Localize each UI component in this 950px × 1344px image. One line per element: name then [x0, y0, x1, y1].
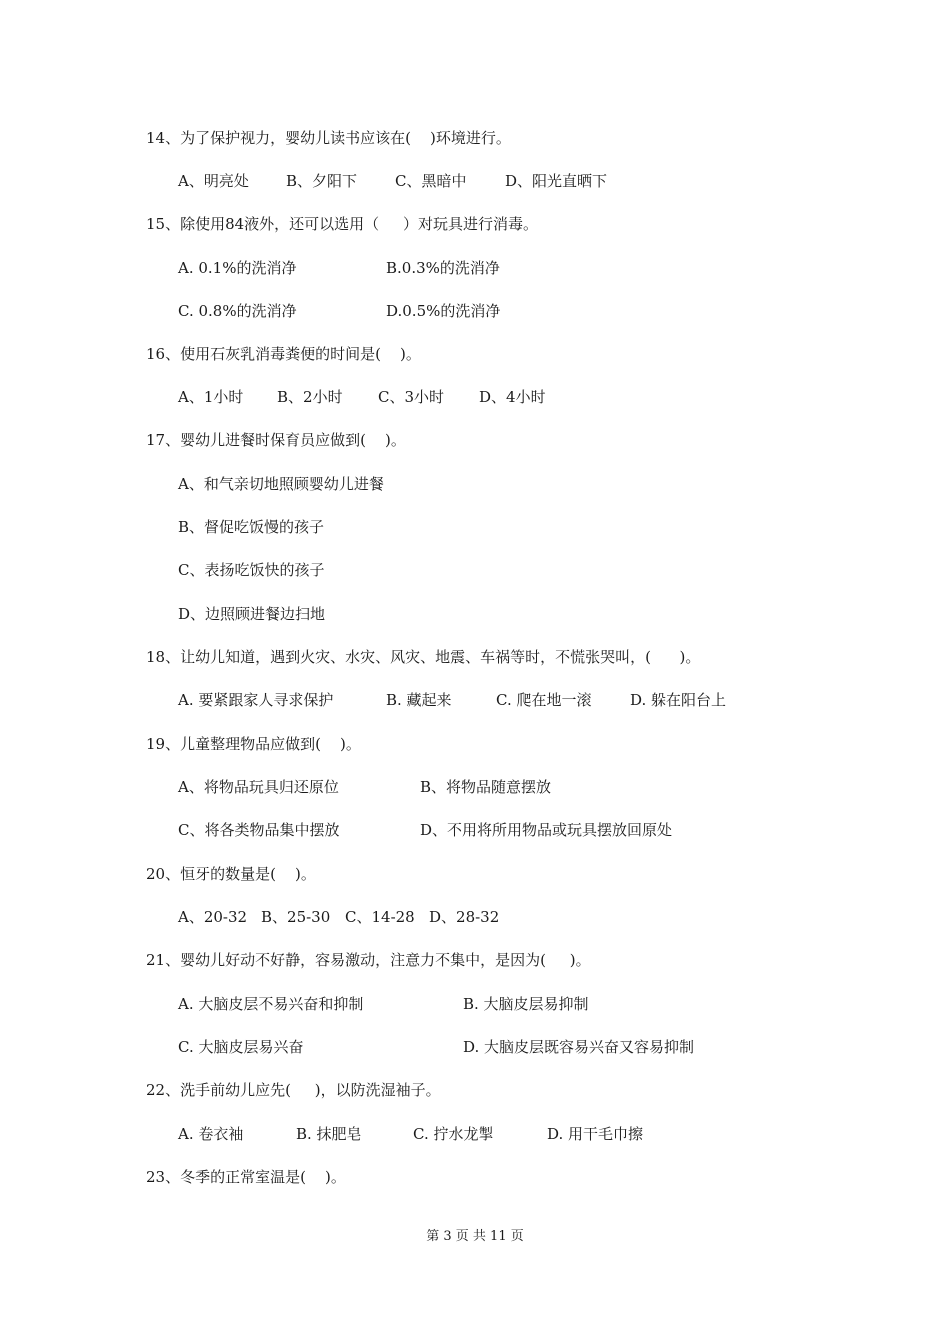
option: D、边照顾进餐边扫地	[178, 605, 326, 623]
option: D、4小时	[479, 388, 546, 406]
question-stem: 18、让幼儿知道，遇到火灾、水灾、风灾、地震、车祸等时，不慌张哭叫，( )。	[146, 648, 701, 666]
option: D.0.5%的洗消净	[386, 302, 501, 320]
option: B.0.3%的洗消净	[386, 259, 500, 277]
question-stem: 19、儿童整理物品应做到( )。	[146, 735, 361, 753]
option: D. 用干毛巾擦	[547, 1125, 644, 1143]
option: D、28-32	[429, 908, 500, 926]
option: A、明亮处	[178, 172, 249, 190]
option: B. 抹肥皂	[296, 1125, 362, 1143]
option: B. 大脑皮层易抑制	[463, 995, 589, 1013]
question-stem: 23、冬季的正常室温是( )。	[146, 1168, 346, 1186]
question-stem: 20、恒牙的数量是( )。	[146, 865, 316, 883]
question-stem: 14、为了保护视力，婴幼儿读书应该在( )环境进行。	[146, 129, 511, 147]
option: C、黑暗中	[395, 172, 467, 190]
option: B. 藏起来	[386, 691, 452, 709]
question-stem: 17、婴幼儿进餐时保育员应做到( )。	[146, 431, 406, 449]
question-stem: 16、使用石灰乳消毒粪便的时间是( )。	[146, 345, 421, 363]
option: D. 大脑皮层既容易兴奋又容易抑制	[463, 1038, 695, 1056]
option: A. 0.1%的洗消净	[178, 259, 297, 277]
option: D、阳光直晒下	[505, 172, 608, 190]
option: A. 大脑皮层不易兴奋和抑制	[178, 995, 364, 1013]
option: D、不用将所用物品或玩具摆放回原处	[420, 821, 673, 839]
option: C. 爬在地一滚	[496, 691, 592, 709]
option: A. 要紧跟家人寻求保护	[178, 691, 334, 709]
option: C、14-28	[345, 908, 415, 926]
option: C、将各类物品集中摆放	[178, 821, 340, 839]
page-number-footer: 第 3 页 共 11 页	[426, 1229, 524, 1244]
option: A、和气亲切地照顾婴幼儿进餐	[178, 475, 384, 493]
option: B、夕阳下	[286, 172, 358, 190]
option: C. 拧水龙掣	[413, 1125, 494, 1143]
option: B、督促吃饭慢的孩子	[178, 518, 325, 536]
question-stem: 22、洗手前幼儿应先( )，以防洗湿袖子。	[146, 1081, 441, 1099]
question-stem: 15、除使用84液外，还可以选用（ ）对玩具进行消毒。	[146, 215, 539, 233]
option: A. 卷衣袖	[178, 1125, 244, 1143]
option: A、将物品玩具归还原位	[178, 778, 339, 796]
option: C、3小时	[378, 388, 445, 406]
option: D. 躲在阳台上	[630, 691, 727, 709]
option: B、将物品随意摆放	[420, 778, 552, 796]
option: A、20-32	[178, 908, 248, 926]
option: B、25-30	[261, 908, 331, 926]
option: A、1小时	[178, 388, 244, 406]
option: C、表扬吃饭快的孩子	[178, 561, 325, 579]
option: C. 0.8%的洗消净	[178, 302, 297, 320]
question-stem: 21、婴幼儿好动不好静，容易激动，注意力不集中，是因为( )。	[146, 951, 591, 969]
option: B、2小时	[277, 388, 343, 406]
option: C. 大脑皮层易兴奋	[178, 1038, 304, 1056]
